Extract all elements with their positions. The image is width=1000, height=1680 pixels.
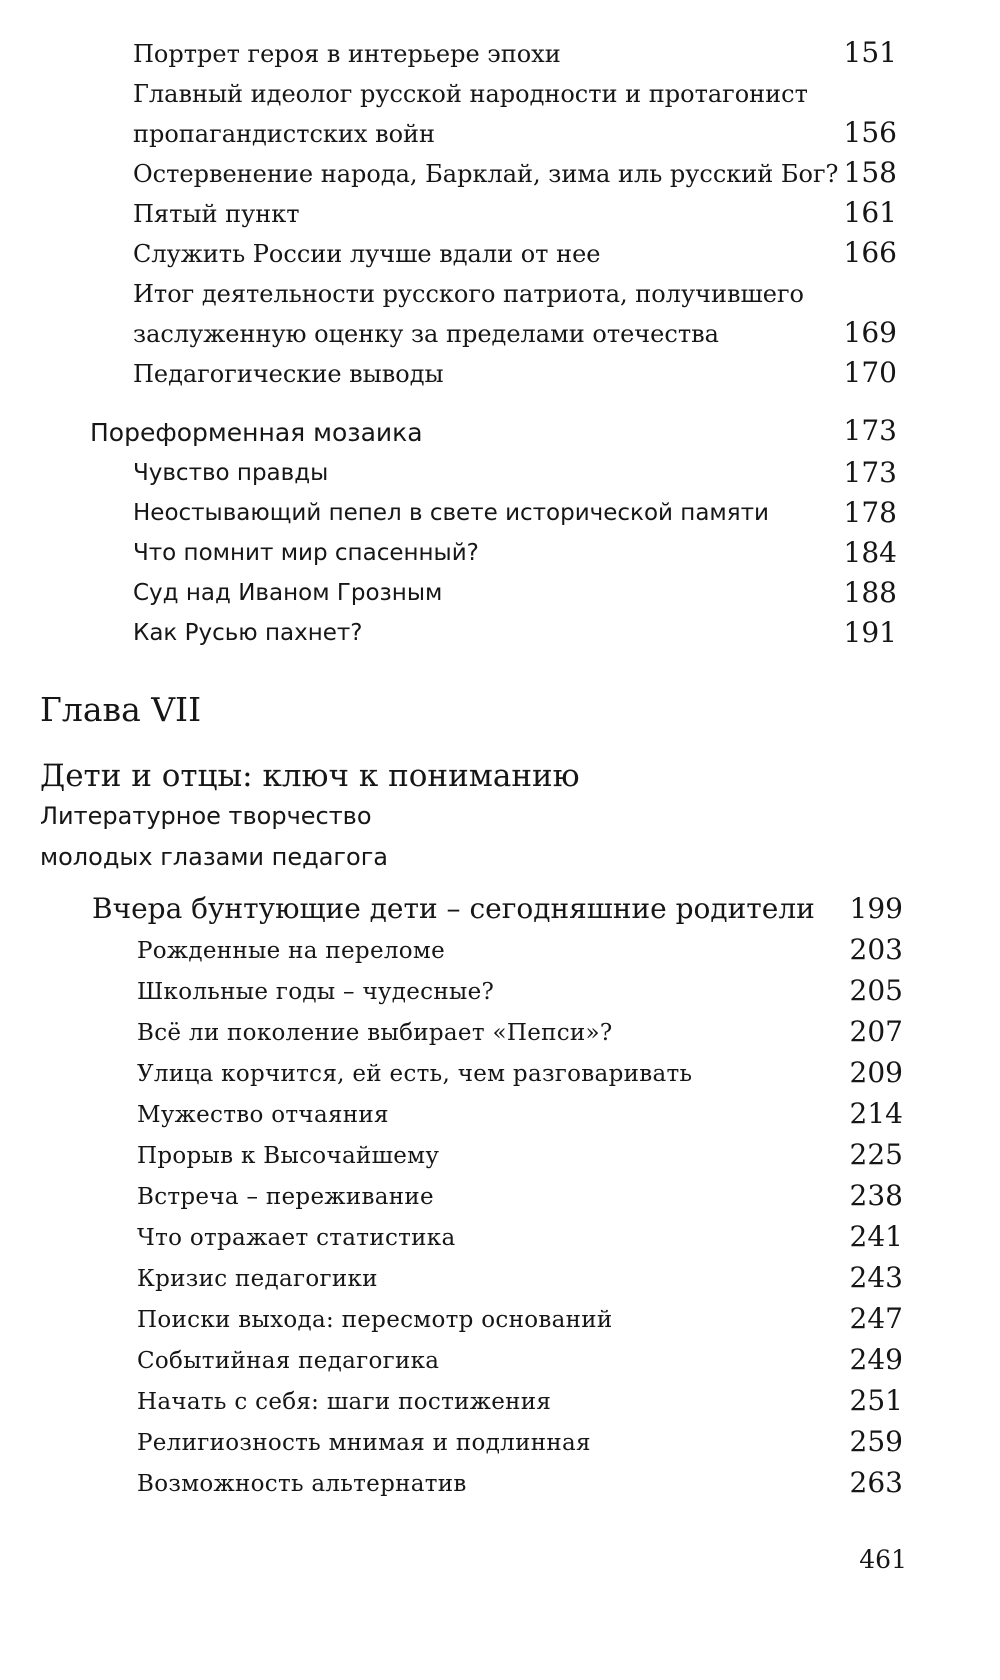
page-number: 461 <box>859 1545 907 1574</box>
toc-entry-title: Религиозность мнимая и подлинная <box>137 1430 591 1456</box>
toc-entry-page: 178 <box>843 496 897 529</box>
toc-entry-page: 263 <box>849 1466 903 1499</box>
toc-entry-page: 243 <box>849 1261 903 1294</box>
toc-entry-page: 249 <box>849 1343 903 1376</box>
toc-entry-page: 214 <box>849 1097 903 1130</box>
toc-entry-title: Рожденные на переломе <box>137 938 446 964</box>
toc-entry-title: Всё ли поколение выбирает «Пепси»? <box>137 1020 613 1046</box>
toc-entry-page: 205 <box>849 974 903 1007</box>
toc-entry-title: Итог деятельности русского патриота, получившего <box>133 280 804 308</box>
chapter-subtitle-line-2: молодых глазами педагога <box>40 843 389 871</box>
toc-entry-page: 151 <box>843 36 897 69</box>
toc-entry-title: Неостывающий пепел в свете исторической памяти <box>133 500 769 526</box>
toc-entry-title: заслуженную оценку за пределами отечества <box>133 320 719 348</box>
toc-section-heading-title: Вчера бунтующие дети – сегодняшние родители <box>92 892 815 925</box>
toc-entry-title: Возможность альтернатив <box>137 1471 467 1497</box>
toc-section-heading-title: Пореформенная мозаика <box>90 418 423 447</box>
toc-entry-title: Улица корчится, ей есть, чем разговаривать <box>137 1061 693 1087</box>
toc-entry-page: 169 <box>843 316 897 349</box>
toc-entry-title: Пятый пункт <box>133 200 300 228</box>
toc-entry-page: 188 <box>843 576 897 609</box>
toc-entry-title: Что помнит мир спасенный? <box>133 540 479 566</box>
toc-entry-title: Встреча – переживание <box>137 1184 434 1210</box>
toc-entry-title: Чувство правды <box>133 460 329 486</box>
toc-entry-page: 156 <box>843 116 897 149</box>
toc-entry-title: Служить России лучше вдали от нее <box>133 240 601 268</box>
toc-entry-title: Кризис педагогики <box>137 1266 378 1292</box>
chapter-title: Дети и отцы: ключ к пониманию <box>40 758 580 794</box>
toc-entry-page: 170 <box>843 356 897 389</box>
toc-entry-title: пропагандистских войн <box>133 120 436 148</box>
chapter-label: Глава VII <box>40 690 202 729</box>
toc-entry-title: Школьные годы – чудесные? <box>137 979 495 1005</box>
toc-entry-title: Событийная педагогика <box>137 1348 440 1374</box>
toc-entry-title: Начать с себя: шаги постижения <box>137 1389 552 1415</box>
toc-entry-page: 251 <box>849 1384 903 1417</box>
toc-entry-title: Мужество отчаяния <box>137 1102 389 1128</box>
toc-entry-page: 209 <box>849 1056 903 1089</box>
toc-entry-page: 241 <box>849 1220 903 1253</box>
toc-entry-page: 161 <box>843 196 897 229</box>
toc-entry-page: 207 <box>849 1015 903 1048</box>
toc-entry-title: Суд над Иваном Грозным <box>133 580 443 606</box>
toc-entry-title: Остервенение народа, Барклай, зима иль русский Бог? <box>133 160 839 188</box>
toc-entry-page: 199 <box>849 892 903 925</box>
toc-entry-page: 158 <box>843 156 897 189</box>
toc-entry-page: 225 <box>849 1138 903 1171</box>
toc-entry-page: 184 <box>843 536 897 569</box>
toc-entry-page: 238 <box>849 1179 903 1212</box>
toc-entry-page: 173 <box>843 414 897 447</box>
toc-entry-title: Педагогические выводы <box>133 360 444 388</box>
toc-entry-page: 191 <box>843 616 897 649</box>
toc-entry-page: 173 <box>843 456 897 489</box>
toc-entry-title: Главный идеолог русской народности и протагонист <box>133 80 808 108</box>
toc-entry-title: Прорыв к Высочайшему <box>137 1143 440 1169</box>
toc-entry-page: 166 <box>843 236 897 269</box>
toc-entry-title: Что отражает статистика <box>137 1225 456 1251</box>
toc-entry-title: Как Русью пахнет? <box>133 620 363 646</box>
toc-entry-page: 203 <box>849 933 903 966</box>
toc-entry-page: 259 <box>849 1425 903 1458</box>
toc-entry-page: 247 <box>849 1302 903 1335</box>
toc-entry-title: Поиски выхода: пересмотр оснований <box>137 1307 613 1333</box>
chapter-subtitle-line-1: Литературное творчество <box>40 802 372 830</box>
toc-entry-title: Портрет героя в интерьере эпохи <box>133 40 561 68</box>
